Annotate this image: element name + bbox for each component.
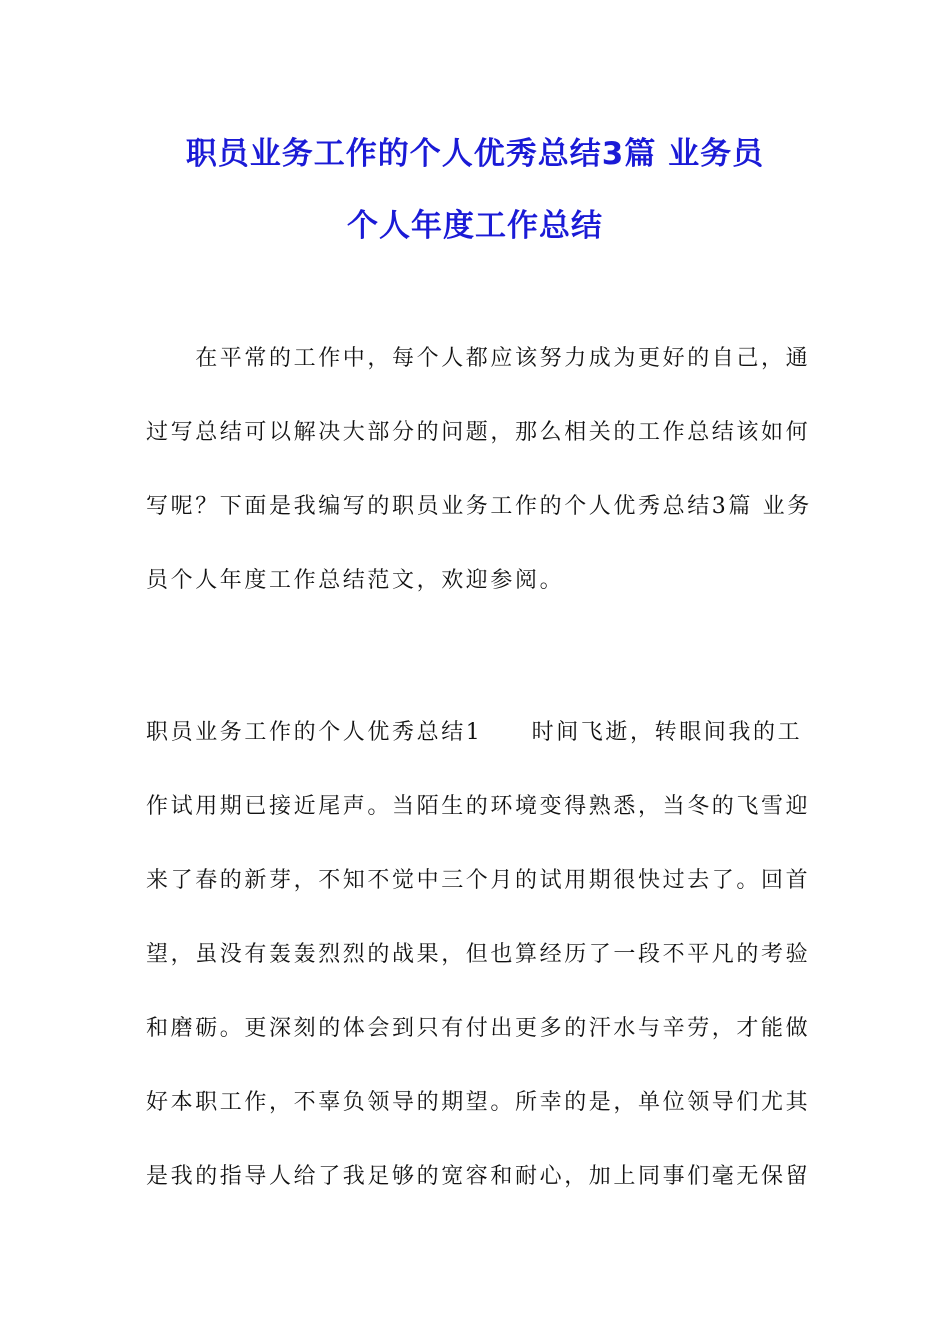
body-paragraph bbox=[146, 696, 811, 1214]
title-line-2: 个人年度工作总结 bbox=[347, 208, 603, 244]
body-line: 职员业务工作的个人优秀总结1 时间飞逝，转眼间我的工 bbox=[146, 720, 803, 745]
intro-line: 员个人年度工作总结范文，欢迎参阅。 bbox=[146, 568, 565, 593]
body-line: 和磨砺。更深刻的体会到只有付出更多的汗水与辛劳，才能做 bbox=[146, 1016, 811, 1041]
body-line: 来了春的新芽，不知不觉中三个月的试用期很快过去了。回首 bbox=[146, 868, 811, 893]
body-line: 是我的指导人给了我足够的宽容和耐心，加上同事们毫无保留 bbox=[146, 1164, 811, 1189]
document-title bbox=[120, 118, 830, 262]
title-line-1: 职员业务工作的个人优秀总结3篇 业务员 bbox=[185, 136, 765, 172]
intro-line: 在平常的工作中，每个人都应该努力成为更好的自己，通 bbox=[146, 346, 811, 371]
intro-paragraph bbox=[146, 322, 812, 618]
body-line: 作试用期已接近尾声。当陌生的环境变得熟悉，当冬的飞雪迎 bbox=[146, 794, 811, 819]
intro-line: 过写总结可以解决大部分的问题，那么相关的工作总结该如何 bbox=[146, 420, 811, 445]
body-line: 好本职工作，不辜负领导的期望。所幸的是，单位领导们尤其 bbox=[146, 1090, 811, 1115]
intro-line: 写呢？下面是我编写的职员业务工作的个人优秀总结3篇 业务 bbox=[146, 494, 812, 519]
body-line: 望，虽没有轰轰烈烈的战果，但也算经历了一段不平凡的考验 bbox=[146, 942, 811, 967]
